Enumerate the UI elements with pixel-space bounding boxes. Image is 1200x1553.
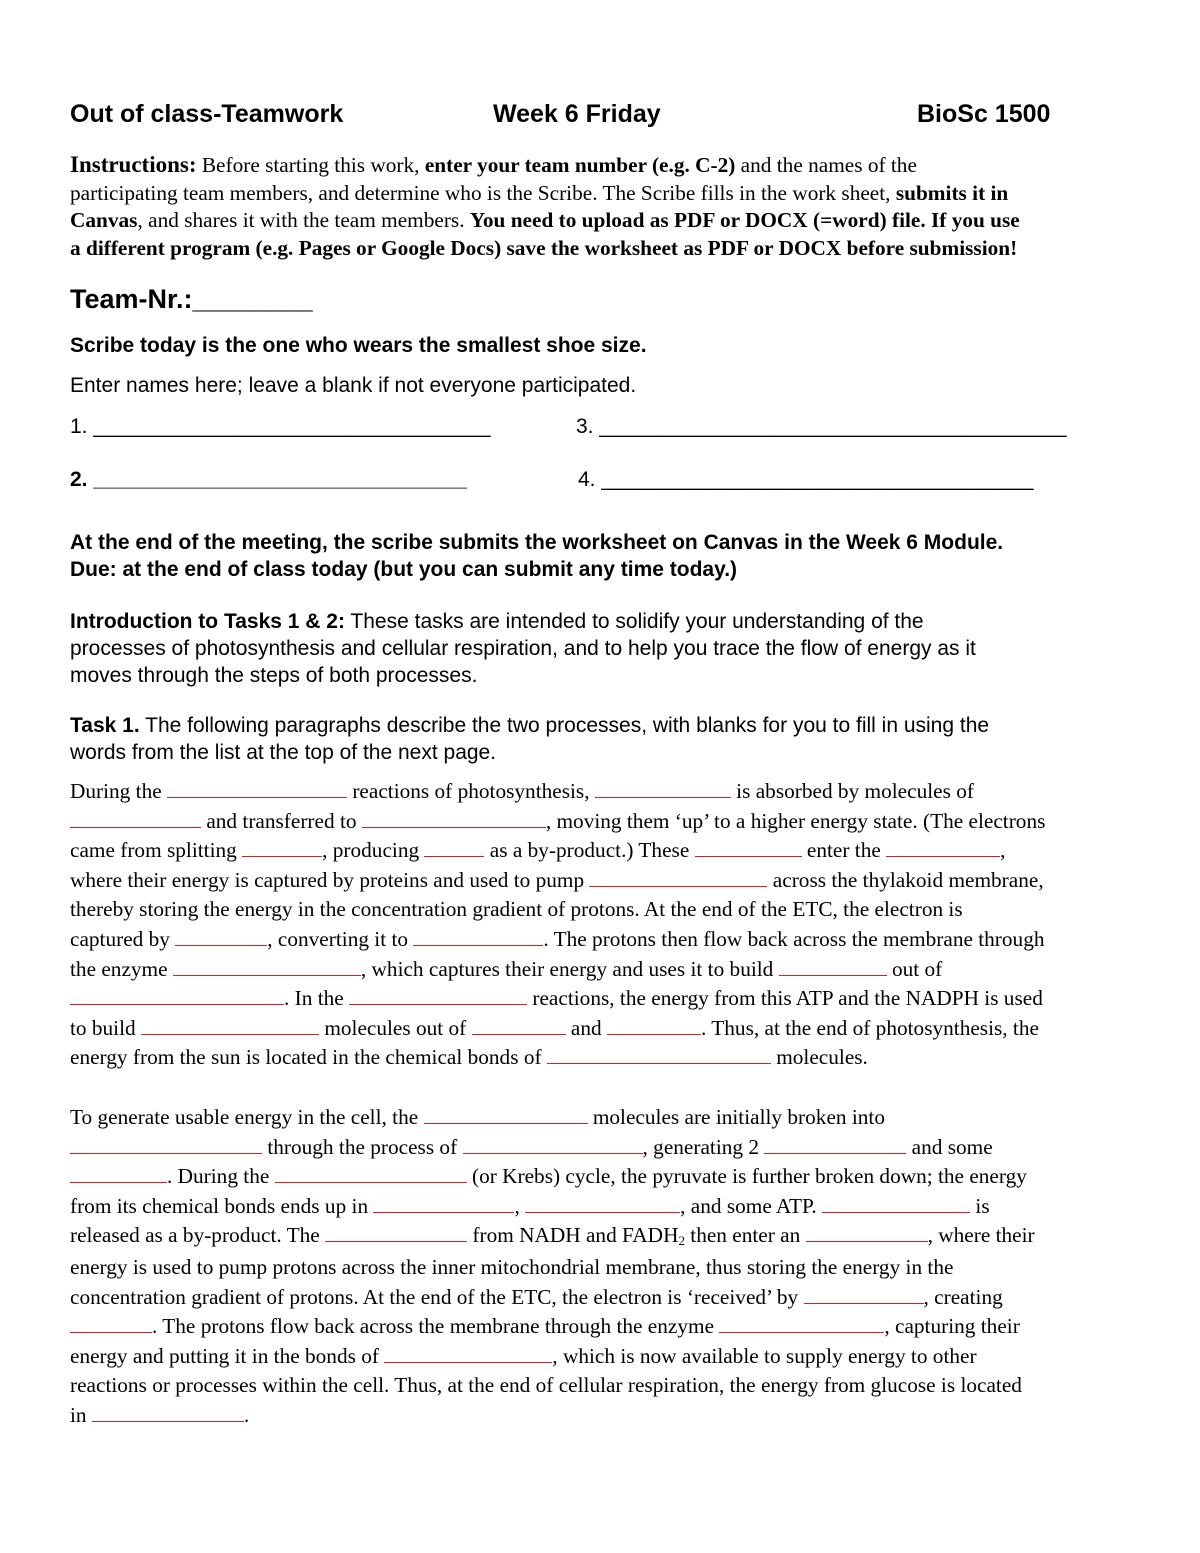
para-text: is absorbed by molecules of [730, 779, 974, 803]
instructions-bold: enter your team number (e.g. C-2) [424, 153, 736, 177]
photosynthesis-paragraph [70, 777, 1045, 1073]
fill-blank[interactable] [70, 807, 201, 827]
para-text: from NADH and FADH [467, 1223, 679, 1248]
para-text: , moving them ‘up’ to a higher energy state. (The electrons [545, 808, 1046, 833]
para-text: , creating [923, 1284, 1003, 1309]
para-text: reactions of photosynthesis, [347, 779, 595, 803]
subscript: 2 [678, 1233, 685, 1249]
para-text: enter the [801, 838, 887, 863]
fill-blank[interactable] [70, 1133, 262, 1153]
fill-blank[interactable] [695, 837, 802, 857]
fill-blank[interactable] [325, 1222, 467, 1242]
fill-blank[interactable] [373, 1193, 514, 1213]
para-text: , where their [927, 1223, 1035, 1248]
para-text: , [514, 1193, 526, 1218]
para-text: concentration gradient of protons. At the end of the ETC, the electron is ‘received’ by [70, 1284, 804, 1309]
introduction-label: Introduction to Tasks 1 & 2: [70, 610, 345, 633]
names-prompt: Enter names here; leave a blank if not everyone participated. [70, 374, 637, 397]
fill-blank[interactable] [424, 1104, 588, 1124]
para-text: where their energy is captured by proteins and used to pump [70, 867, 590, 892]
instructions-text: Before starting this work, [196, 153, 425, 177]
fill-blank[interactable] [167, 778, 347, 798]
worksheet-title: Out of class-Teamwork [70, 100, 344, 128]
para-text: , generating 2 [642, 1134, 765, 1159]
fill-blank[interactable] [822, 1193, 970, 1213]
para-text: energy is used to pump protons across the inner mitochondrial membrane, thus storing the energy in the [70, 1254, 954, 1279]
submit-instruction: At the end of the meeting, the scribe submits the worksheet on Canvas in the Week 6 Module. [70, 531, 1004, 554]
para-text: , and some ATP. [680, 1193, 823, 1218]
instructions-text: and the names of the [735, 153, 917, 177]
fill-blank[interactable] [70, 985, 284, 1005]
fill-blank[interactable] [806, 1222, 928, 1242]
para-text: captured by [70, 926, 176, 951]
name-field-2[interactable]: 2. ________________________________ [70, 468, 468, 491]
para-text: , which is now available to supply energy to other [552, 1343, 977, 1368]
para-text: molecules out of [319, 1015, 472, 1040]
para-text: . During the [167, 1164, 275, 1189]
para-text: out of [886, 956, 943, 981]
fill-blank[interactable] [70, 1313, 152, 1333]
para-text: molecules. [770, 1045, 868, 1070]
para-text: released as a by-product. The [70, 1223, 326, 1248]
para-text: During the [70, 779, 168, 803]
task1-text: The following paragraphs describe the two processes, with blanks for you to fill in using the [139, 714, 990, 737]
para-text: . The protons then flow back across the membrane through [543, 926, 1045, 951]
para-text: . Thus, at the end of photosynthesis, the [701, 1015, 1039, 1040]
para-text: came from splitting [70, 838, 243, 863]
para-text: across the thylakoid membrane, [767, 867, 1044, 892]
fill-blank[interactable] [141, 1015, 319, 1035]
para-text: , converting it to [267, 926, 414, 951]
fill-blank[interactable] [595, 778, 731, 798]
para-text: To generate usable energy in the cell, the [70, 1105, 424, 1129]
instructions-text: participating team members, and determine who is the Scribe. The Scribe fills in the work sheet, [70, 180, 896, 205]
para-text: reactions, the energy from this ATP and the NADPH is used [527, 986, 1043, 1011]
fill-blank[interactable] [764, 1133, 906, 1153]
para-text: in [70, 1402, 92, 1427]
fill-blank[interactable] [275, 1163, 467, 1183]
instructions-block [70, 151, 1140, 262]
task1-text: words from the list at the top of the next page. [70, 741, 497, 764]
fill-blank[interactable] [242, 837, 322, 857]
para-text: through the process of [262, 1134, 463, 1159]
para-text: , capturing their [884, 1314, 1020, 1339]
due-note: Due: at the end of class today (but you can submit any time today.) [70, 558, 738, 581]
para-text: (or Krebs) cycle, the pyruvate is further broken down; the energy [466, 1164, 1027, 1189]
fill-blank[interactable] [472, 1015, 566, 1035]
respiration-paragraph [70, 1103, 1035, 1431]
para-text: energy and putting it in the bonds of [70, 1343, 385, 1368]
instructions-bold: a different program (e.g. Pages or Google Docs) save the worksheet as PDF or DOCX before submission! [70, 235, 1018, 260]
instructions-bold: You need to upload as PDF or DOCX (=word) file. If you use [469, 208, 1020, 233]
task1-block [70, 712, 989, 766]
fill-blank[interactable] [589, 867, 767, 887]
fill-blank[interactable] [349, 985, 527, 1005]
fill-blank[interactable] [175, 926, 267, 946]
introduction-block [70, 608, 976, 689]
para-text: and [565, 1015, 607, 1040]
team-number-field[interactable]: Team-Nr.:________ [70, 284, 313, 314]
para-text: , [1000, 838, 1006, 863]
week-label: Week 6 Friday [493, 100, 661, 128]
para-text: energy from the sun is located in the chemical bonds of [70, 1045, 547, 1070]
fill-blank[interactable] [804, 1283, 924, 1303]
course-label: BioSc 1500 [917, 100, 1051, 128]
name-field-3[interactable]: 3. ________________________________________ [576, 415, 1067, 438]
para-text: to build [70, 1015, 141, 1040]
instructions-label: Instructions: [70, 152, 197, 177]
scribe-rule: Scribe today is the one who wears the smallest shoe size. [70, 334, 647, 357]
fill-blank[interactable] [413, 926, 543, 946]
fill-blank[interactable] [362, 807, 546, 827]
introduction-text: processes of photosynthesis and cellular respiration, and to help you trace the flow of energy as it [70, 637, 976, 660]
para-text: the enzyme [70, 956, 173, 981]
task1-label: Task 1. [70, 714, 140, 737]
para-text: . [243, 1402, 250, 1427]
para-text: , producing [322, 838, 425, 863]
para-text: molecules are initially broken into [587, 1105, 885, 1129]
introduction-text: These tasks are intended to solidify your understanding of the [344, 610, 924, 633]
fill-blank[interactable] [525, 1193, 680, 1213]
name-field-1[interactable]: 1. __________________________________ [70, 415, 491, 438]
fill-blank[interactable] [886, 837, 1000, 857]
introduction-text: moves through the steps of both processes. [70, 664, 478, 687]
instructions-bold: Canvas [70, 208, 138, 233]
fill-blank[interactable] [92, 1402, 244, 1422]
para-text: reactions or processes within the cell. Thus, at the end of cellular respiration, the energy from glucose is located [70, 1373, 1022, 1398]
para-text: . The protons flow back across the membrane through the enzyme [152, 1314, 720, 1339]
fill-blank[interactable] [463, 1133, 643, 1153]
fill-blank[interactable] [384, 1343, 552, 1363]
para-text: then enter an [684, 1223, 806, 1248]
instructions-text: , and shares it with the team members. [137, 208, 470, 233]
fill-blank[interactable] [547, 1044, 771, 1064]
fill-blank[interactable] [424, 837, 484, 857]
name-field-4[interactable]: 4. _____________________________________ [578, 468, 1034, 491]
para-text: as a by-product.) These [484, 838, 695, 863]
para-text: . In the [284, 986, 350, 1011]
fill-blank[interactable] [70, 1163, 167, 1183]
para-text: and some [906, 1134, 993, 1159]
para-text: is [970, 1193, 990, 1218]
para-text: from its chemical bonds ends up in [70, 1193, 374, 1218]
para-text: , which captures their energy and uses it to build [360, 956, 779, 981]
fill-blank[interactable] [719, 1313, 884, 1333]
fill-blank[interactable] [779, 955, 887, 975]
fill-blank[interactable] [173, 955, 361, 975]
para-text: thereby storing the energy in the concentration gradient of protons. At the end of the ETC, the electron is [70, 897, 963, 922]
fill-blank[interactable] [607, 1015, 701, 1035]
instructions-bold: submits it in [895, 180, 1009, 205]
para-text: and transferred to [201, 808, 362, 833]
